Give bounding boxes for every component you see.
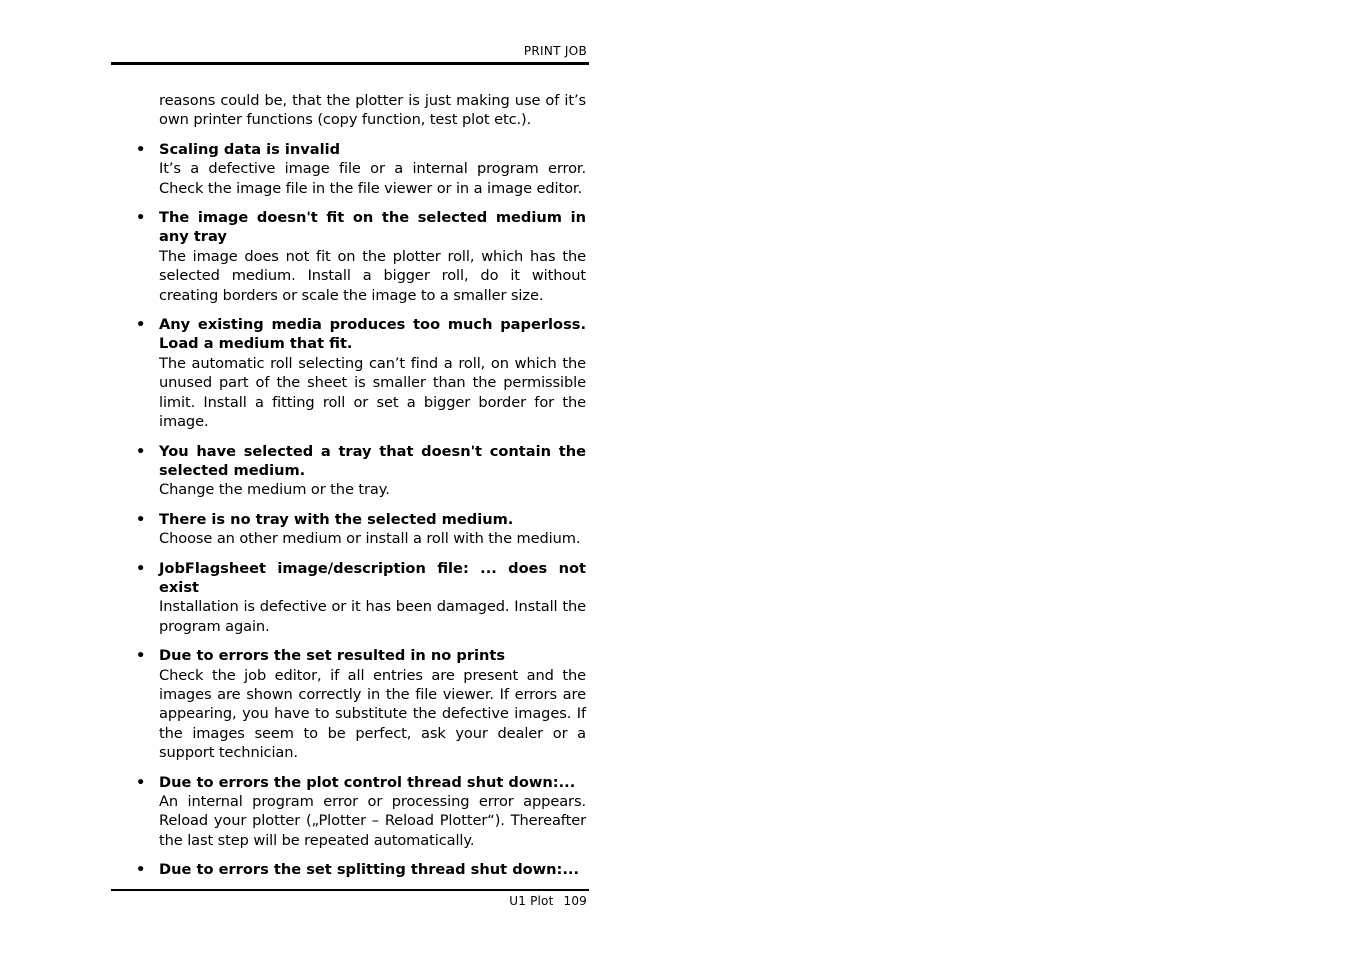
item-description: Installation is defective or it has been damaged. Install the program again. [159, 598, 586, 635]
item-description: It’s a defective image file or a internal program error. Check the image file in the file viewer or in a image editor. [159, 160, 586, 197]
item-heading: Due to errors the plot control thread shut down:... [159, 773, 576, 791]
bullet-icon: • [136, 442, 146, 460]
item-description: An internal program error or processing error appears. Reload your plotter („Plotter – Reload Plotter“). Thereafter the last step will be repeated automatically. [159, 793, 586, 849]
item-heading: The image doesn't fit on the selected medium in any tray [159, 209, 586, 246]
item-heading: Due to errors the set splitting thread shut down:... [159, 861, 580, 879]
section-title: PRINT JOB [523, 44, 587, 58]
item-heading: You have selected a tray that doesn't contain the selected medium. [159, 442, 586, 479]
page-number: 109 [563, 894, 587, 908]
item-description: Check the job editor, if all entries are present and the images are shown correctly in the file viewer. If errors are appearing, you have to substitute the defective images. If the images seem to be perfect, ask your dealer or a support technician. [159, 666, 586, 762]
footer-product: U1 Plot [509, 894, 554, 908]
item-description: Choose an other medium or install a roll with the medium. [159, 530, 581, 548]
item-heading: JobFlagsheet image/description file: ... does not exist [159, 559, 586, 596]
item-heading: There is no tray with the selected medium. [159, 510, 514, 528]
item-heading: Due to errors the set resulted in no prints [159, 647, 506, 665]
list-item [136, 559, 586, 637]
header-rule [111, 62, 589, 65]
list-item [136, 510, 586, 549]
list-item [136, 140, 586, 198]
bullet-icon: • [136, 140, 146, 158]
item-description: The automatic roll selecting can’t find a roll, on which the unused part of the sheet is smaller than the permissible limit. Install a fitting roll or set a bigger border for the image. [159, 354, 586, 431]
item-description: The image does not fit on the plotter roll, which has the selected medium. Install a bigger roll, do it without creating borders or scale the image to a smaller size. [159, 247, 586, 304]
list-item [136, 860, 586, 879]
bullet-icon: • [136, 559, 146, 577]
item-description: Change the medium or the tray. [159, 481, 390, 499]
page-footer [509, 894, 587, 908]
item-heading: Scaling data is invalid [159, 140, 341, 158]
bullet-icon: • [136, 861, 146, 879]
list-item [136, 442, 586, 500]
list-item [136, 646, 586, 762]
bullet-icon: • [136, 647, 146, 665]
list-item [136, 773, 586, 851]
bullet-icon: • [136, 510, 146, 528]
intro-paragraph: reasons could be, that the plotter is just making use of it’s own printer functions (copy function, test plot etc.). [159, 92, 586, 129]
bullet-icon: • [136, 773, 146, 791]
page-content [136, 91, 586, 880]
item-heading: Any existing media produces too much paperloss. Load a medium that fit. [159, 316, 586, 353]
document-page [111, 0, 589, 954]
bullet-icon: • [136, 316, 146, 334]
list-item [136, 315, 586, 431]
bullet-icon: • [136, 209, 146, 227]
footer-rule [111, 889, 589, 891]
list-item [136, 208, 586, 305]
